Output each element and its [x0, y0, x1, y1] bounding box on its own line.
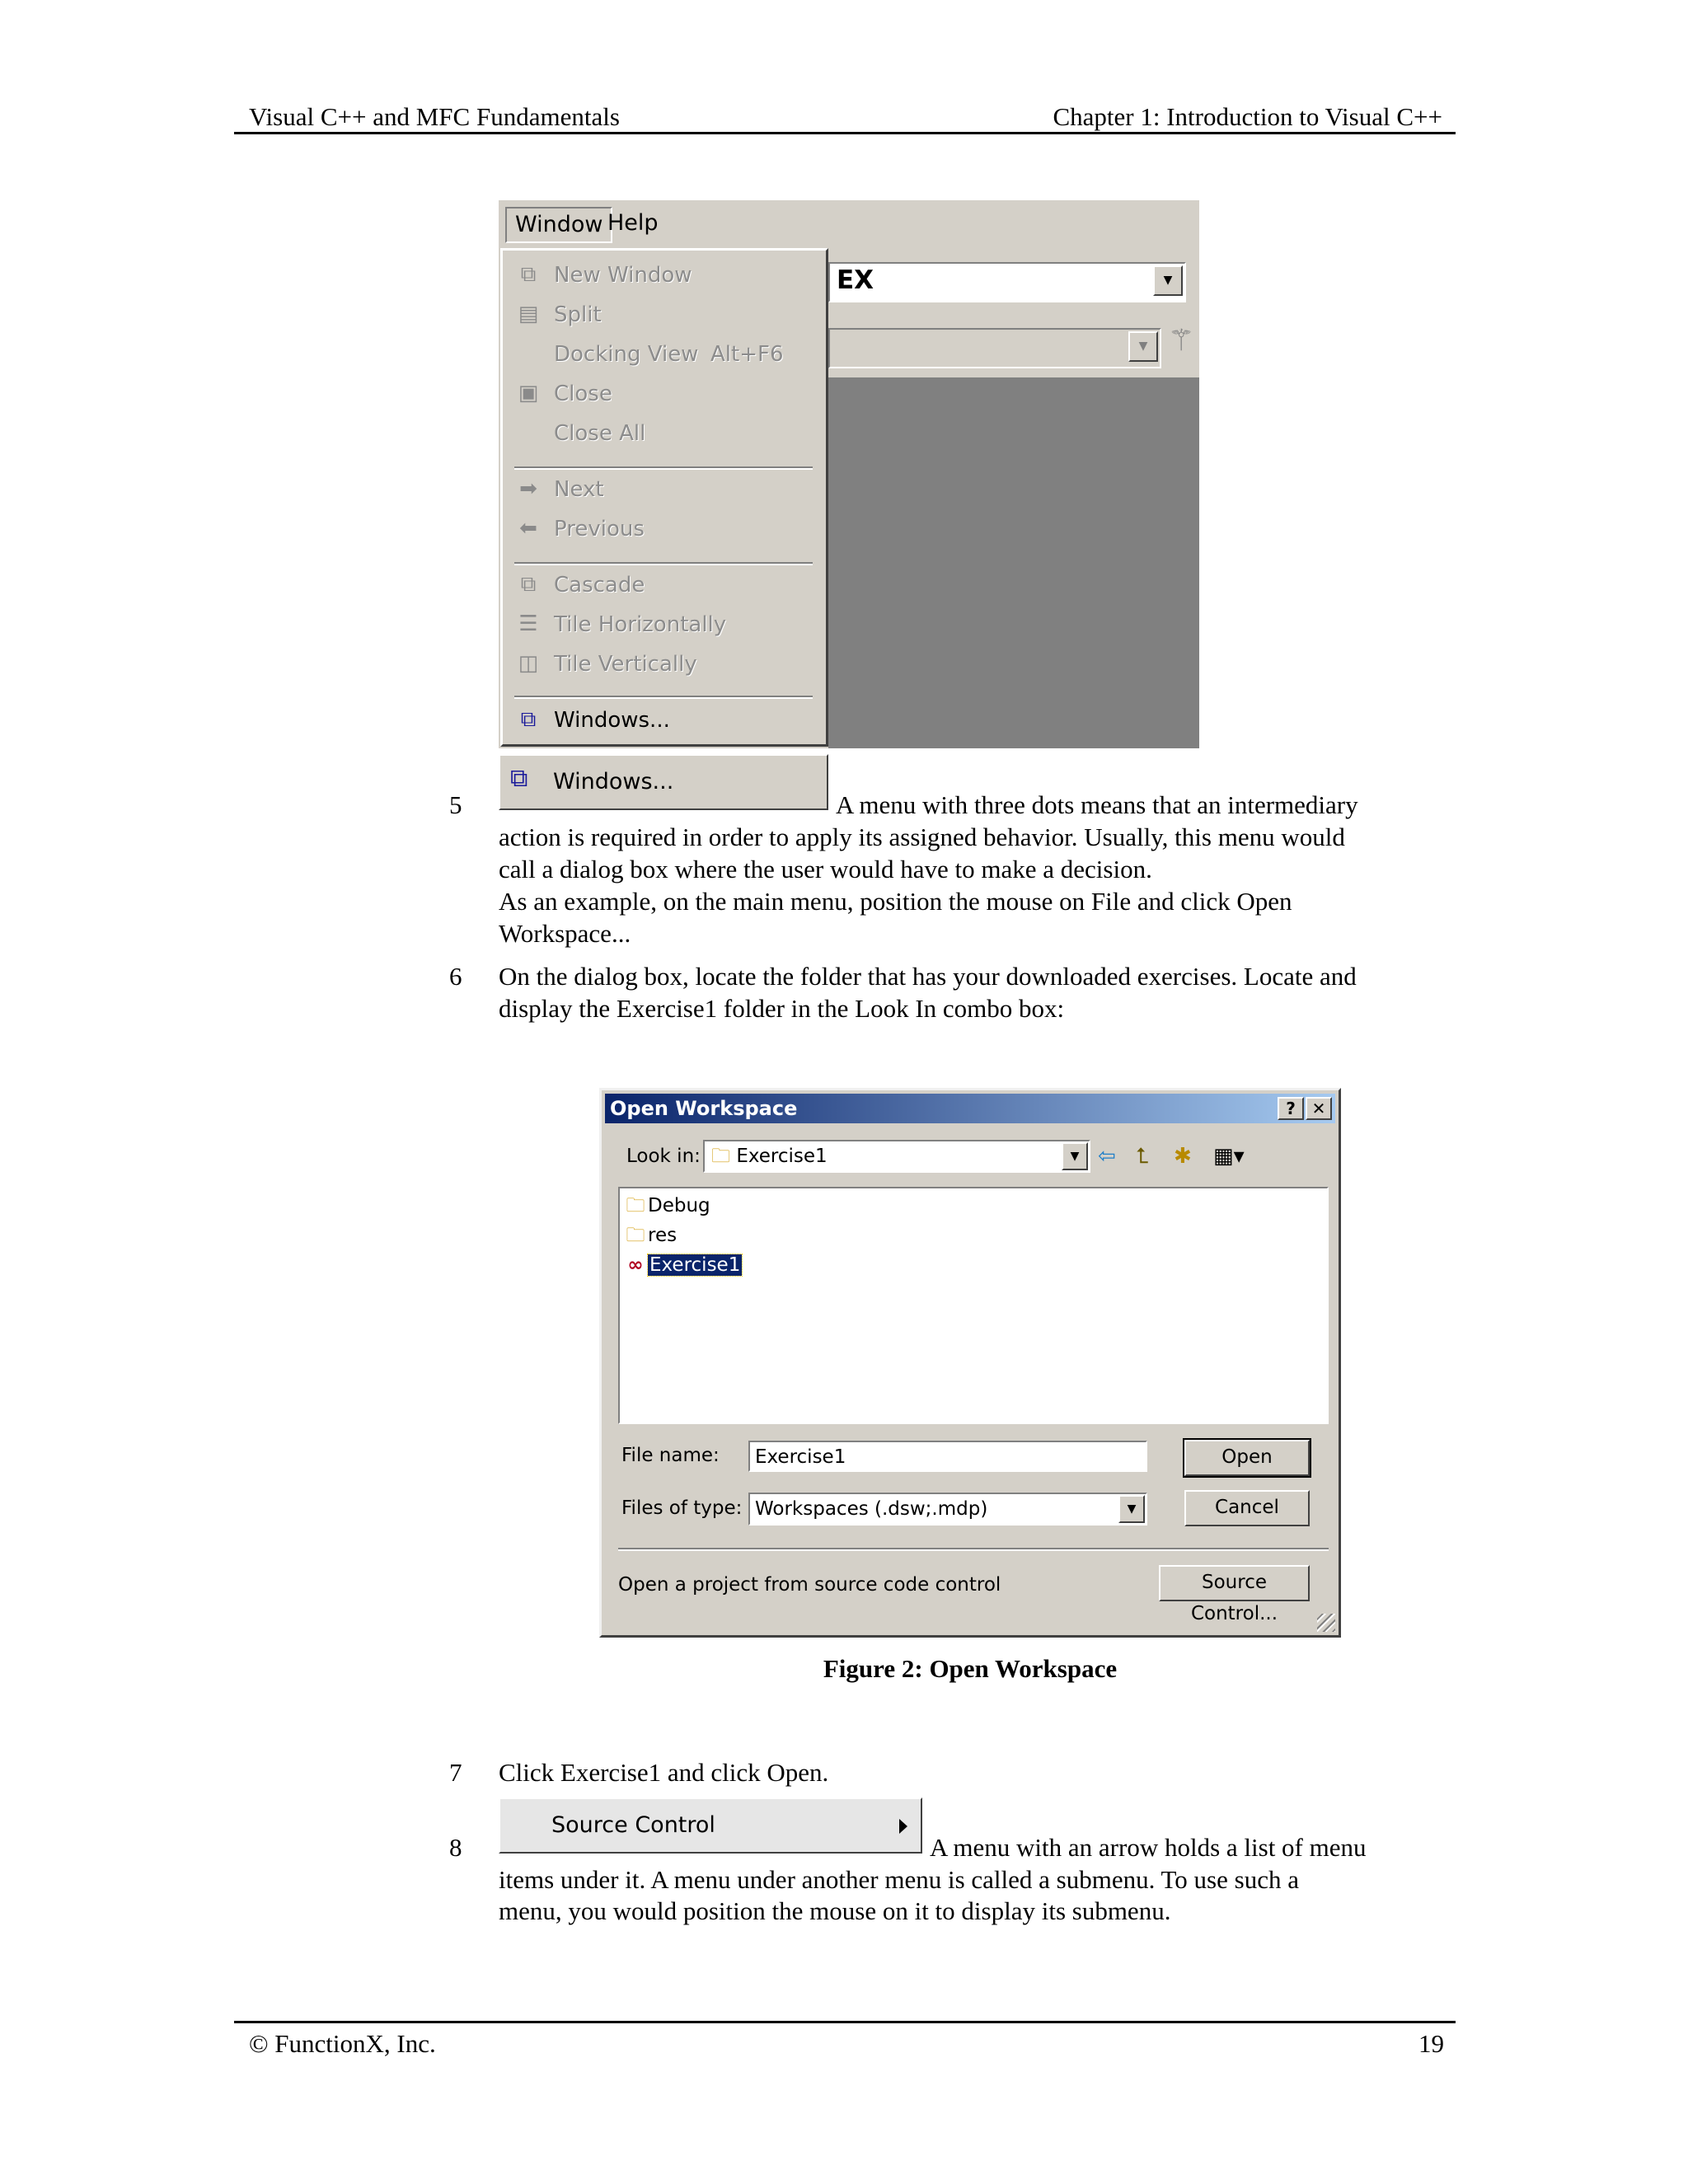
next-window-icon: ➡ [519, 476, 537, 501]
look-in-label: Look in: [626, 1146, 701, 1167]
menu-item-new-window[interactable] [503, 257, 826, 293]
menu-item-label: Split [554, 302, 602, 327]
footer-rule [234, 2021, 1456, 2023]
dialog-title: Open Workspace [610, 1097, 798, 1120]
menu-item-label: Close [554, 382, 612, 406]
step-5-line-4: As an example, on the main menu, position the mouse on File and click Open [499, 887, 1292, 916]
menu-item-label: Docking View [554, 342, 699, 367]
open-workspace-dialog [599, 1088, 1341, 1638]
back-icon[interactable]: ⇦ [1098, 1144, 1116, 1169]
step-8-line-2: items under it. A menu under another menu is called a submenu. To use such a [499, 1865, 1299, 1894]
step-6-line-1: On the dialog box, locate the folder that has your downloaded exercises. Locate and [499, 962, 1357, 991]
files-of-type-combo[interactable] [748, 1493, 1147, 1526]
file-list-item[interactable] [623, 1192, 710, 1220]
dialog-title-bar [605, 1094, 1335, 1123]
split-icon: ▤ [518, 302, 539, 326]
workspace-area [828, 377, 1199, 748]
step-5-number: 5 [449, 790, 462, 819]
source-control-menu-item-image [499, 1797, 922, 1854]
menu-item-label: Previous [554, 517, 645, 541]
source-control-button[interactable]: Source Control... [1159, 1565, 1310, 1601]
members-combo[interactable] [828, 328, 1161, 368]
step-5-line-5: Workspace... [499, 919, 631, 948]
menu-item-previous[interactable] [503, 511, 826, 547]
view-menu-icon[interactable]: ▦▾ [1213, 1144, 1245, 1169]
windows-menu-item-image [499, 754, 828, 810]
close-button[interactable]: ✕ [1306, 1097, 1332, 1120]
menu-item-label: Tile Horizontally [554, 612, 727, 637]
close-window-icon: ▣ [518, 381, 539, 405]
menu-item-tile-horizontally[interactable] [503, 607, 826, 643]
folder-icon: 🗀 [626, 1225, 645, 1246]
menu-item-label: Windows... [554, 708, 670, 733]
step-7-text: Click Exercise1 and click Open. [499, 1758, 829, 1787]
menu-item-label: Cascade [554, 573, 645, 598]
menu-item-next[interactable] [503, 471, 826, 508]
file-list-item[interactable] [623, 1221, 677, 1249]
windows-icon: ⧉ [520, 707, 537, 732]
open-button[interactable]: Open [1184, 1440, 1310, 1476]
file-name-text: res [648, 1225, 678, 1246]
menu-help[interactable]: Help [607, 210, 659, 236]
menu-item-close[interactable] [503, 376, 826, 412]
menu-item-close-all[interactable] [503, 415, 826, 452]
step-7-number: 7 [449, 1758, 462, 1787]
menu-item-cascade[interactable] [503, 567, 826, 603]
footer-left: © FunctionX, Inc. [249, 2029, 436, 2058]
menu-item-label: Next [554, 477, 604, 502]
step-5-line-3: call a dialog box where the user would have to make a decision. [499, 855, 1152, 883]
blank-icon [514, 419, 542, 447]
page-number: 19 [1418, 2029, 1444, 2058]
window-menu-figure [499, 200, 1199, 748]
menu-item-split[interactable] [503, 297, 826, 333]
chevron-down-icon[interactable]: ▼ [1153, 265, 1183, 296]
cascade-icon: ⧉ [520, 572, 537, 597]
step-5-line-2: action is required in order to apply its assigned behavior. Usually, this menu would [499, 823, 1345, 851]
class-combo-value: EX [837, 265, 874, 295]
look-in-text: Exercise1 [736, 1146, 828, 1167]
folder-icon: 🗀 [711, 1146, 730, 1167]
menu-item-shortcut: Alt+F6 [710, 342, 784, 367]
chevron-down-icon[interactable]: ▼ [1062, 1142, 1088, 1170]
submenu-arrow-icon [899, 1819, 907, 1834]
file-name-text: Exercise1 [649, 1254, 741, 1276]
workspace-icon: ∞ [627, 1254, 644, 1276]
menu-separator [514, 696, 813, 699]
file-name-field[interactable] [748, 1441, 1147, 1472]
look-in-value [711, 1144, 828, 1169]
folder-icon: 🗀 [626, 1195, 645, 1216]
source-control-menu-item-label: Source Control [551, 1812, 715, 1838]
header-rule [234, 132, 1456, 134]
menu-item-windows[interactable] [503, 702, 826, 738]
menu-window[interactable]: Window [505, 207, 612, 243]
file-list[interactable] [618, 1187, 1329, 1424]
source-control-text: Open a project from source code control [618, 1574, 1001, 1596]
cancel-button[interactable]: Cancel [1184, 1490, 1310, 1526]
look-in-combo[interactable] [703, 1140, 1090, 1173]
menu-separator [514, 466, 813, 470]
menu-separator [514, 562, 813, 565]
windows-menu-item-label: Windows... [553, 769, 674, 794]
file-name-text: Debug [648, 1195, 710, 1216]
resize-grip[interactable] [1317, 1614, 1335, 1632]
figure-caption: Figure 2: Open Workspace [823, 1654, 1118, 1683]
file-name-label: File name: [621, 1445, 720, 1466]
menu-item-label: Close All [554, 421, 646, 446]
menu-item-label: Tile Vertically [554, 652, 697, 677]
menu-bar [499, 200, 1199, 248]
window-dropdown-menu [500, 248, 828, 747]
new-folder-icon[interactable]: ✱ [1174, 1144, 1192, 1169]
file-list-item[interactable] [623, 1251, 742, 1279]
windows-icon: ⧉ [510, 764, 528, 793]
step-8-line-1: A menu with an arrow holds a list of menu [930, 1833, 1367, 1862]
menu-item-docking-view[interactable] [503, 336, 826, 373]
files-of-type-value: Workspaces (.dsw;.mdp) [755, 1498, 988, 1520]
step-6-number: 6 [449, 962, 462, 991]
blank-icon [514, 340, 542, 368]
chevron-down-icon[interactable]: ▼ [1128, 331, 1158, 362]
header-left: Visual C++ and MFC Fundamentals [249, 102, 620, 131]
menu-item-tile-vertically[interactable] [503, 646, 826, 682]
step-8-line-3: menu, you would position the mouse on it to display its submenu. [499, 1896, 1171, 1925]
chevron-down-icon[interactable]: ▼ [1118, 1495, 1145, 1523]
help-button[interactable]: ? [1278, 1097, 1304, 1120]
wizard-wand-icon[interactable]: ⚚ [1168, 324, 1195, 358]
class-combo[interactable] [828, 262, 1186, 302]
file-name-value: Exercise1 [755, 1446, 846, 1468]
step-8-number: 8 [449, 1833, 462, 1862]
up-folder-icon[interactable]: ⮤ [1136, 1144, 1149, 1169]
header-right: Chapter 1: Introduction to Visual C++ [1053, 102, 1442, 131]
step-5-line-1: A menu with three dots means that an intermediary [836, 790, 1358, 819]
new-window-icon: ⧉ [520, 262, 537, 287]
step-6-line-2: display the Exercise1 folder in the Look In combo box: [499, 994, 1065, 1023]
dialog-separator [618, 1548, 1329, 1551]
tile-vertical-icon: ◫ [518, 651, 539, 676]
tile-horizontal-icon: ☰ [518, 612, 538, 636]
previous-window-icon: ⬅ [519, 516, 537, 541]
menu-item-label: New Window [554, 263, 692, 288]
files-of-type-label: Files of type: [621, 1497, 743, 1519]
